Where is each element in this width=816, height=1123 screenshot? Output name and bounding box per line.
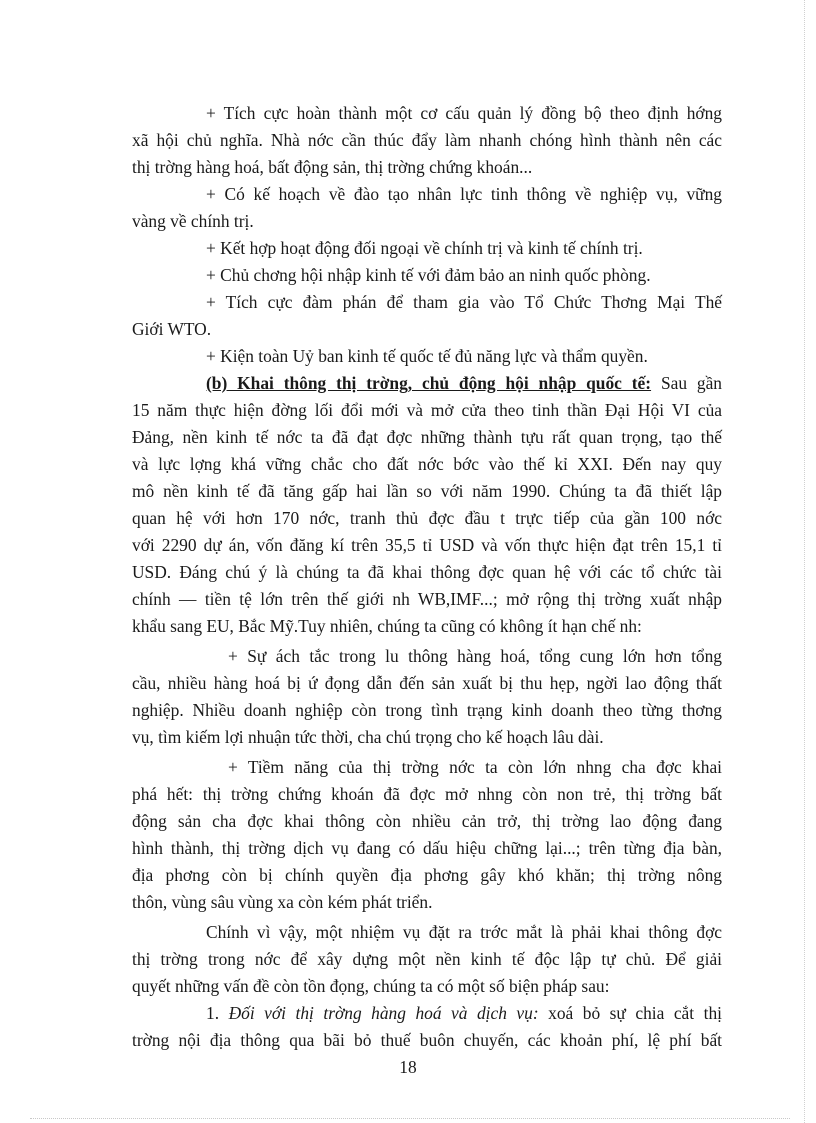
text-line: khẩu sang EU, Bắc Mỹ.Tuy nhiên, chúng ta cũng có không ít hạn chế nh: <box>132 616 642 636</box>
text-line: thị trờng hàng hoá, bất động sản, thị trờng chứng khoán... <box>132 157 533 177</box>
text-line: địa phơng còn bị chính quyền địa phơng gây khó khăn; thị trờng nông <box>132 865 722 885</box>
text-line: mô nền kinh tế đã tăng gấp hai lần so với năm 1990. Chúng ta đã thiết lập <box>132 481 722 501</box>
text-line: 15 năm thực hiện đờng lối đổi mới và mở cửa theo tinh thần Đại Hội VI của <box>132 400 722 420</box>
text-line: Giới WTO. <box>132 319 212 339</box>
list-item-title: Đối với thị trờng hàng hoá và dịch vụ: <box>228 1003 539 1023</box>
text-line: + Chủ chơng hội nhập kinh tế với đảm bảo an ninh quốc phòng. <box>206 265 651 285</box>
page-right-border <box>804 0 805 1123</box>
text-line: USD. Đáng chú ý là chúng ta đã khai thông đợc quan hệ với các tổ chức tài <box>132 562 722 582</box>
page-bottom-border <box>30 1118 790 1119</box>
text-line: xoá bỏ sự chia cắt thị <box>548 1003 722 1023</box>
text-line: động sản cha đợc khai thông còn nhiều cản trở, thị trờng lao động đang <box>132 811 722 831</box>
text-line: + Kiện toàn Uỷ ban kinh tế quốc tế đủ năng lực và thẩm quyền. <box>206 346 648 366</box>
text-line: nghiệp. Nhiều doanh nghiệp còn trong tình trạng kinh doanh theo từng thơng <box>132 700 722 720</box>
text-line: chính — tiền tệ lớn trên thế giới nh WB,IMF...; mở rộng thị trờng xuất nhập <box>132 589 722 609</box>
text-line: với 2290 dự án, vốn đăng kí trên 35,5 tỉ USD và vốn thực hiện đạt trên 15,1 tỉ <box>132 535 722 555</box>
text-line: + Tiềm năng của thị trờng nớc ta còn lớn nhng cha đợc khai <box>228 757 722 777</box>
page-number: 18 <box>399 1057 417 1077</box>
text-line: + Kết hợp hoạt động đối ngoại về chính trị và kinh tế chính trị. <box>206 238 643 258</box>
text-line: quan hệ với hơn 170 nớc, tranh thủ đợc đầu t trực tiếp của gần 100 nớc <box>132 508 722 528</box>
text-line: cầu, nhiều hàng hoá bị ứ đọng dẫn đến sản xuất bị thu hẹp, ngời lao động thất <box>132 673 722 693</box>
text-line: + Sự ách tắc trong lu thông hàng hoá, tổng cung lớn hơn tổng <box>228 646 722 666</box>
text-line: quyết những vấn đề còn tồn đọng, chúng ta có một số biện pháp sau: <box>132 976 610 996</box>
text-line: + Tích cực hoàn thành một cơ cấu quản lý đồng bộ theo định hớng <box>206 103 722 123</box>
text-line: vụ, tìm kiếm lợi nhuận tức thời, cha chú trọng cho kế hoạch lâu dài. <box>132 727 604 747</box>
list-item-line <box>206 1000 722 1026</box>
section-heading-line <box>206 370 722 396</box>
list-number: 1. <box>206 1003 220 1023</box>
text-line: Sau gần <box>660 373 722 393</box>
text-line: trờng nội địa thông qua bãi bỏ thuế buôn chuyến, các khoản phí, lệ phí bất <box>132 1030 722 1050</box>
section-heading: (b) Khai thông thị trờng, chủ động hội nhập quốc tế: <box>206 373 652 393</box>
text-line: thị trờng trong nớc để xây dựng một nền kinh tế độc lập tự chủ. Để giải <box>132 949 722 969</box>
text-line: hình thành, thị trờng dịch vụ đang có dấu hiệu chững lại...; trên từng địa bàn, <box>132 838 722 858</box>
text-line: xã hội chủ nghĩa. Nhà nớc cần thúc đẩy làm nhanh chóng hình thành nên các <box>132 130 722 150</box>
text-line: và lực lợng khá vững chắc cho đất nớc bớc vào thế kỉ XXI. Đến nay quy <box>132 454 722 474</box>
text-line: + Tích cực đàm phán để tham gia vào Tổ Chức Thơng Mại Thế <box>206 292 722 312</box>
text-line: Đảng, nền kinh tế nớc ta đã đạt đợc những thành tựu rất quan trọng, tạo thế <box>132 427 722 447</box>
text-line: thôn, vùng sâu vùng xa còn kém phát triển. <box>132 892 433 912</box>
text-line: Chính vì vậy, một nhiệm vụ đặt ra trớc mắt là phải khai thông đợc <box>206 922 722 942</box>
text-line: + Có kế hoạch về đào tạo nhân lực tinh thông về nghiệp vụ, vững <box>206 184 722 204</box>
text-line: vàng về chính trị. <box>132 211 254 231</box>
text-line: phá hết: thị trờng chứng khoán đã đợc mở nhng còn non trẻ, thị trờng bất <box>132 784 722 804</box>
